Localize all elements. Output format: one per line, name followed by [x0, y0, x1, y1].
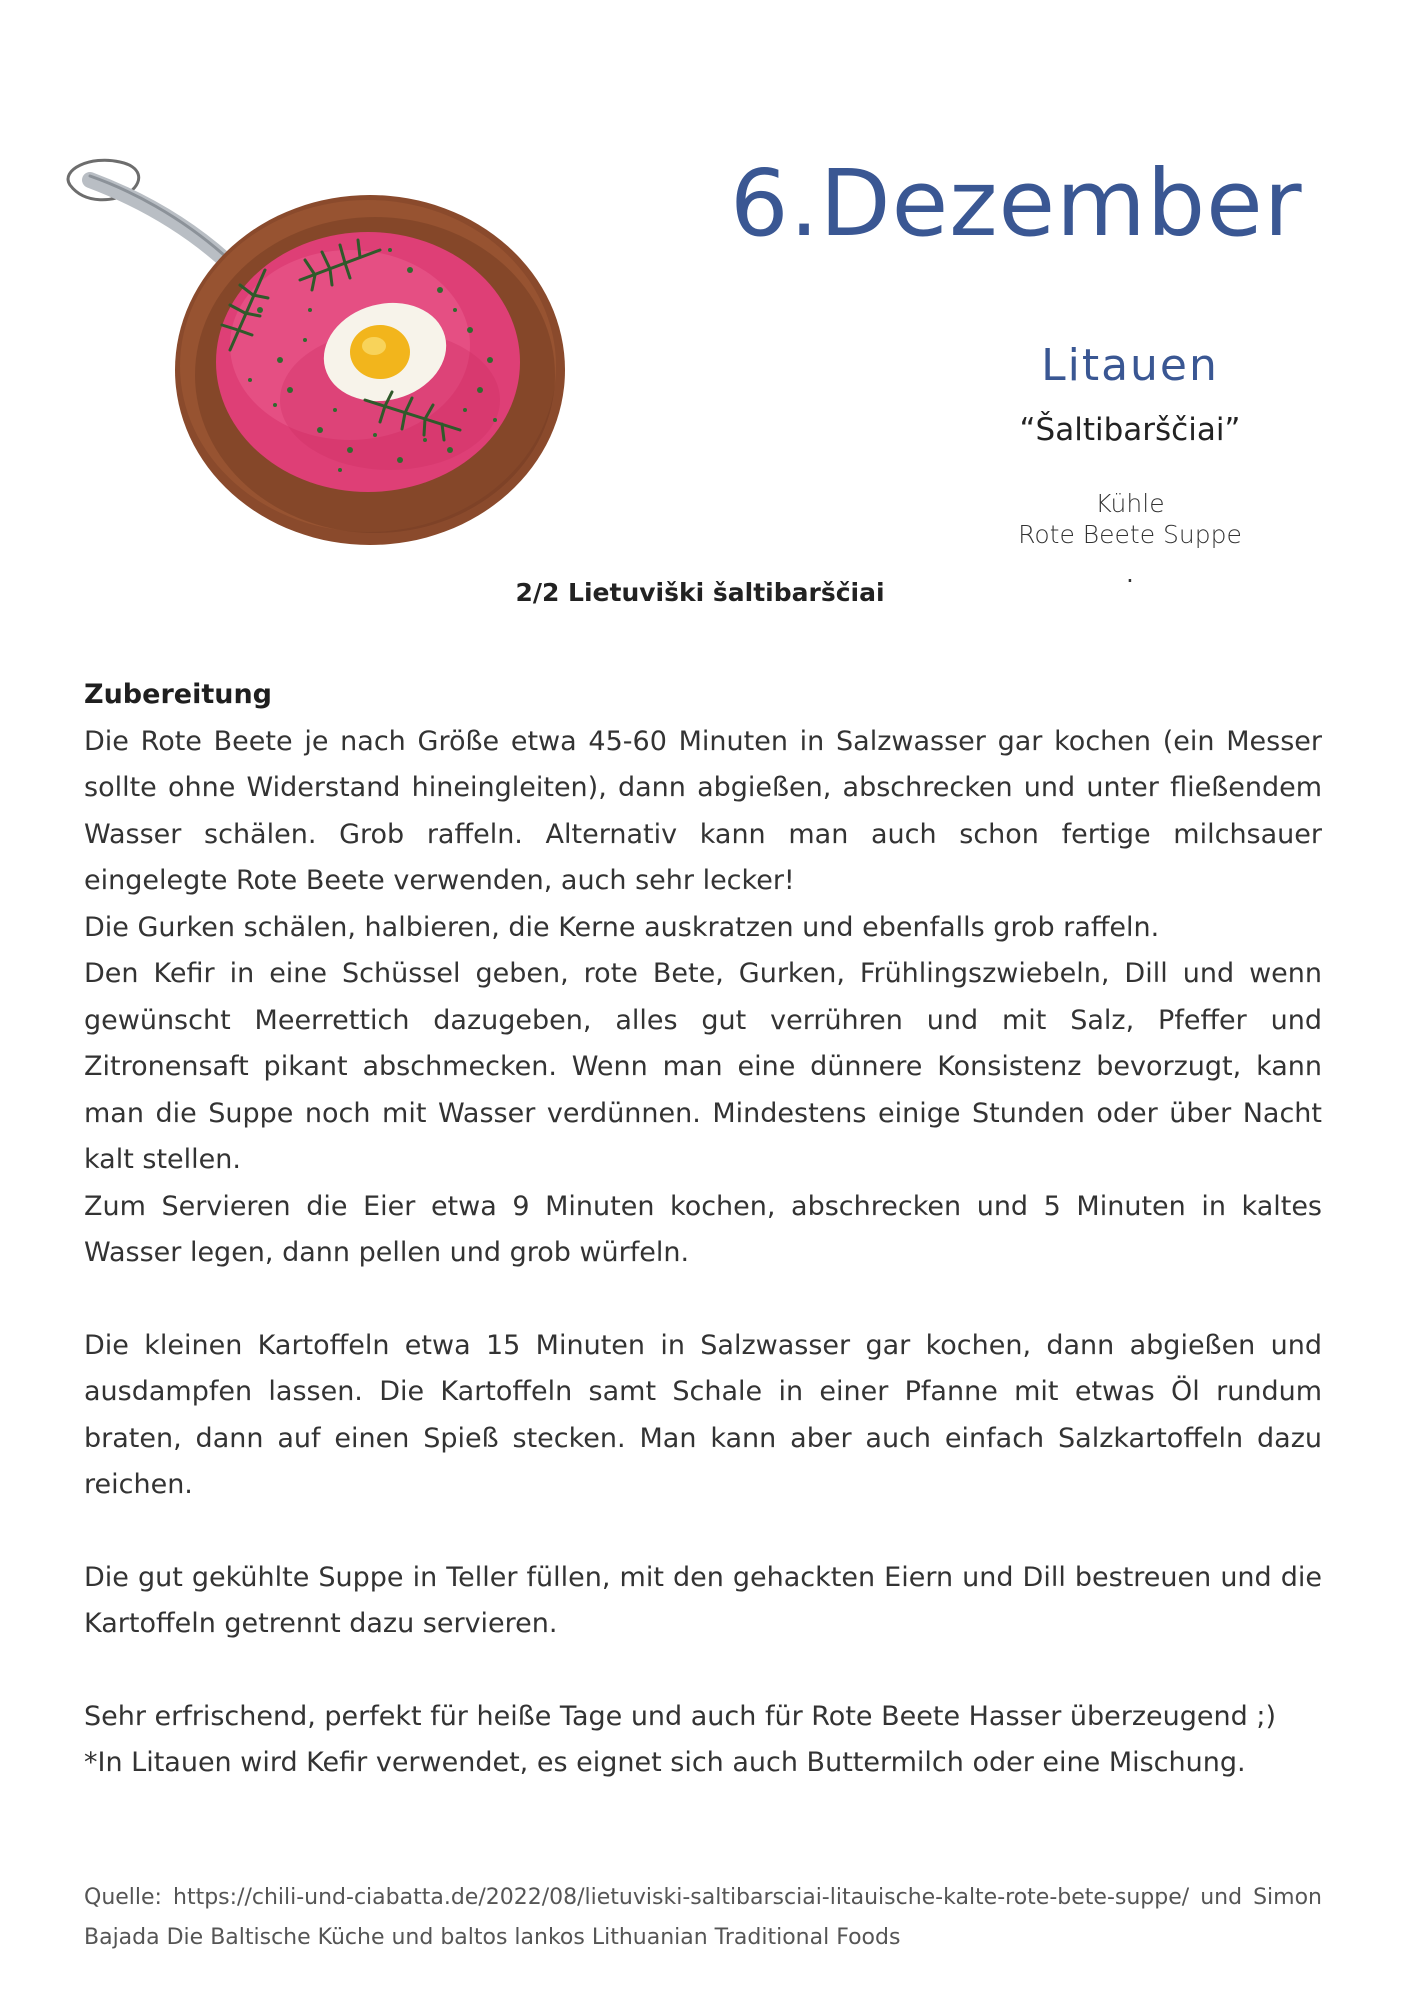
separator-dot: .	[1126, 560, 1134, 588]
country-heading: Litauen	[1041, 340, 1219, 391]
recipe-content	[84, 672, 1322, 1787]
dish-description-line: Rote Beete Suppe	[1018, 520, 1242, 549]
page-title: 6.Dezember	[730, 150, 1303, 257]
paragraph: Die Gurken schälen, halbieren, die Kerne auskratzen und ebenfalls grob raffeln.	[84, 911, 1160, 943]
soup-bowl-icon	[50, 130, 570, 550]
paragraph: Die kleinen Kartoffeln etwa 15 Minuten in Salzwasser gar kochen, dann abgießen und ausdampfen lassen. Die Kartoffeln samt Schale in einer Pfanne mit etwas Öl rundum braten, dann auf einen Spieß stecken. Man kann aber auch einfach Salzkartoffeln dazu reichen.	[84, 1329, 1322, 1500]
recipe-subtitle: 2/2 Lietuviški šaltibarščiai	[515, 578, 885, 607]
borscht-bowl-illustration	[50, 130, 570, 550]
dish-name: “Šaltibarščiai”	[1019, 412, 1241, 448]
paragraph: *In Litauen wird Kefir verwendet, es eignet sich auch Buttermilch oder eine Mischung.	[84, 1747, 1246, 1778]
paragraph: Sehr erfrischend, perfekt für heiße Tage und auch für Rote Beete Hasser überzeugend ;)	[84, 1700, 1276, 1732]
paragraph: Die gut gekühlte Suppe in Teller füllen, mit den gehackten Eiern und Dill bestreuen und die Kartoffeln getrennt dazu servieren.	[84, 1561, 1322, 1639]
section-heading: Zubereitung	[84, 679, 272, 710]
spacer	[84, 1277, 1322, 1323]
spacer	[84, 1648, 1322, 1694]
dish-description	[980, 488, 1280, 550]
source-citation: Quelle: https://chili-und-ciabatta.de/2022/08/lietuviski-saltibarsciai-litauische-kalte-rote-bete-suppe/ und Simon Bajada Die Baltische Küche und baltos lankos Lithuanian Traditional Foods	[84, 1885, 1322, 1950]
paragraph: Die Rote Beete je nach Größe etwa 45-60 Minuten in Salzwasser gar kochen (ein Messer sollte ohne Widerstand hineingleiten), dann abgießen, abschrecken und unter fließendem Wasser schälen. Grob raffeln. Alternativ kann man auch schon fertige milchsauer eingelegte Rote Beete verwenden, auch sehr lecker!	[84, 725, 1322, 896]
dish-description-line: Kühle	[1095, 489, 1165, 518]
paragraph: Zum Servieren die Eier etwa 9 Minuten kochen, abschrecken und 5 Minuten in kaltes Wasser legen, dann pellen und grob würfeln.	[84, 1190, 1322, 1268]
spacer	[84, 1509, 1322, 1555]
paragraph: Den Kefir in eine Schüssel geben, rote Bete, Gurken, Frühlingszwiebeln, Dill und wenn gewünscht Meerrettich dazugeben, alles gut verrühren und mit Salz, Pfeffer und Zitronensaft pikant abschmecken. Wenn man eine dünnere Konsistenz bevorzugt, kann man die Suppe noch mit Wasser verdünnen. Mindestens einige Stunden oder über Nacht kalt stellen.	[84, 958, 1322, 1175]
